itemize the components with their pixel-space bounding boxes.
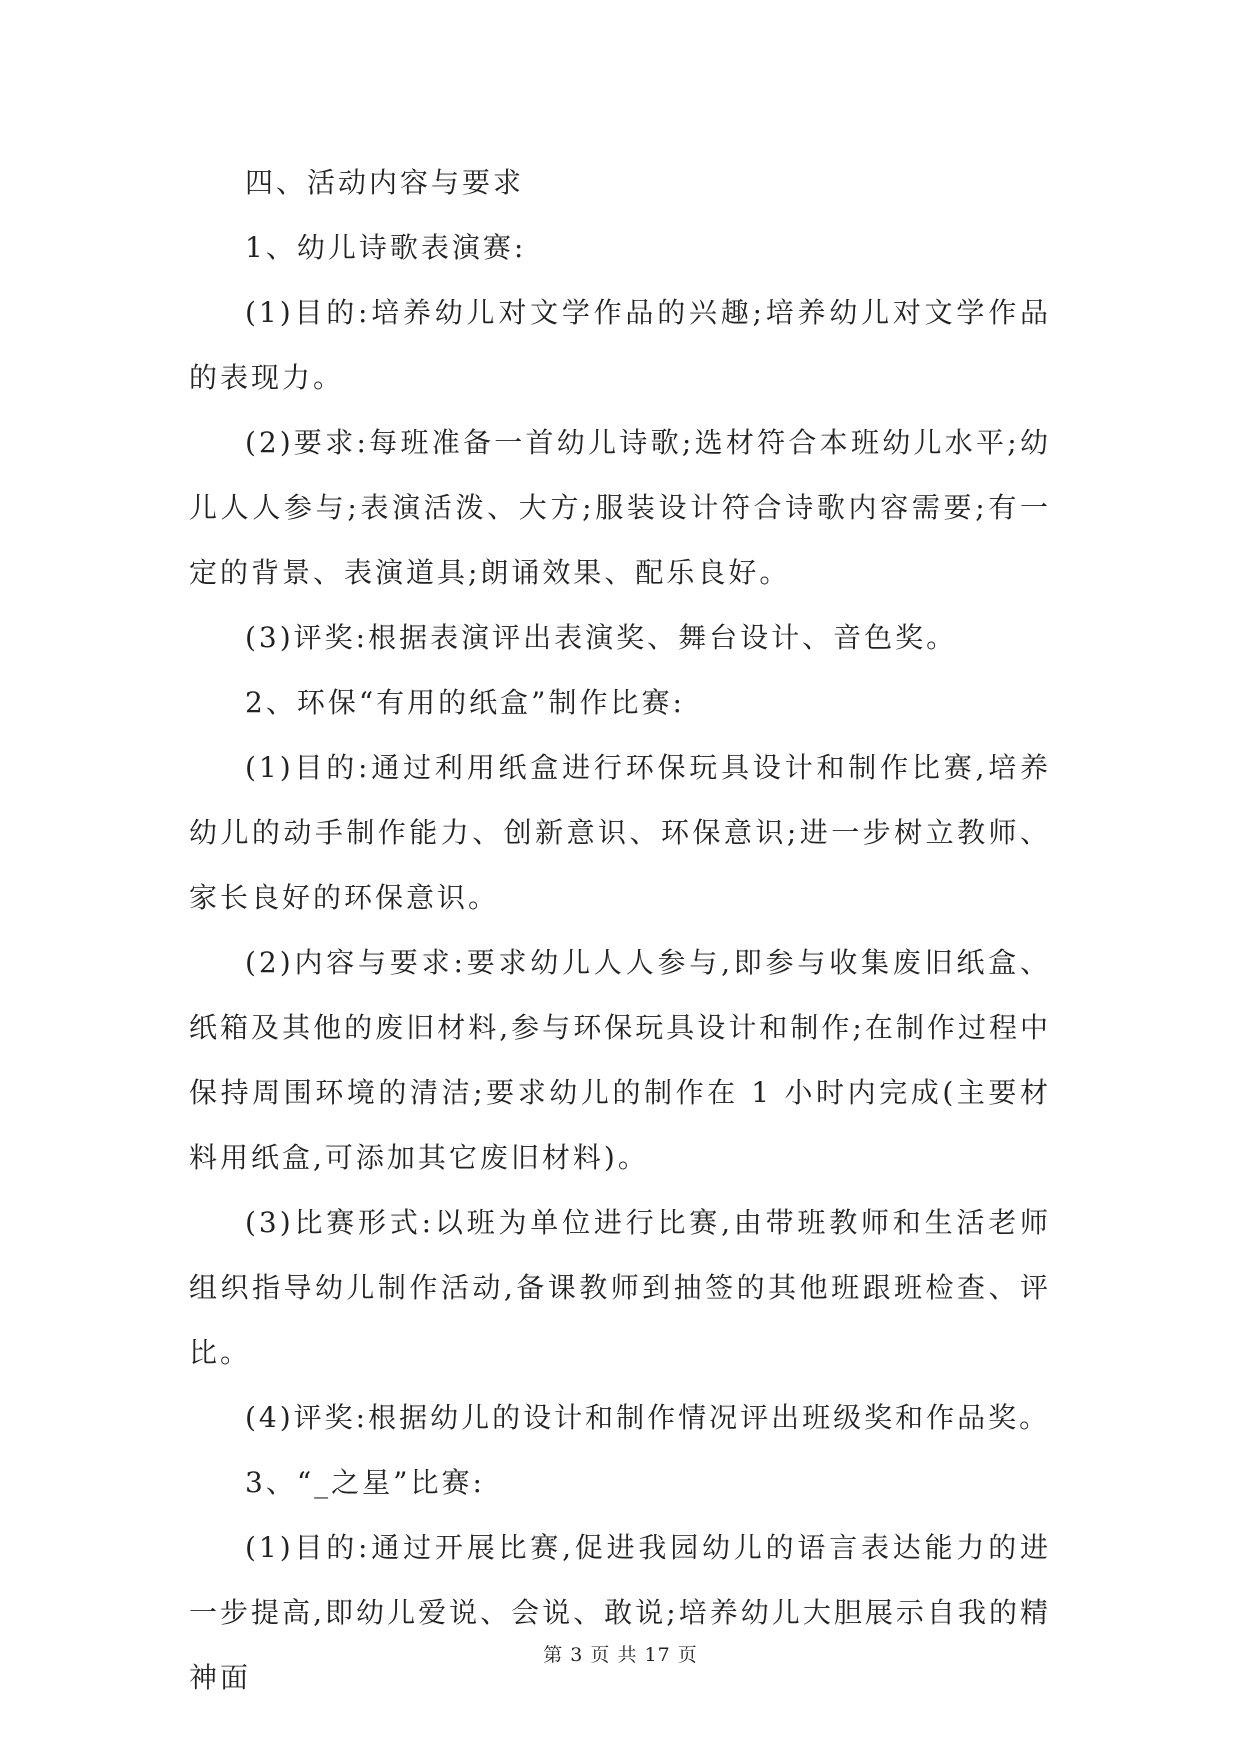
paragraph: (3)比赛形式:以班为单位进行比赛,由带班教师和生活老师组织指导幼儿制作活动,备课教师到抽签的其他班跟班检查、评比。: [189, 1206, 1051, 1369]
paragraph: (1)目的:培养幼儿对文学作品的兴趣;培养幼儿对文学作品的表现力。: [189, 296, 1051, 394]
item-heading: 3、“_之星”比赛:: [245, 1466, 485, 1499]
paragraph: (1)目的:通过开展比赛,促进我园幼儿的语言表达能力的进一步提高,即幼儿爱说、会说、敢说;培养幼儿大胆展示自我的精神面: [189, 1531, 1051, 1694]
section-heading: 四、活动内容与要求: [245, 166, 525, 199]
paragraph: (1)目的:通过利用纸盒进行环保玩具设计和制作比赛,培养幼儿的动手制作能力、创新意识、环保意识;进一步树立教师、家长良好的环保意识。: [189, 751, 1051, 914]
paragraph: (4)评奖:根据幼儿的设计和制作情况评出班级奖和作品奖。: [245, 1401, 1051, 1434]
document-body: [189, 150, 1051, 1710]
item-heading: 1、幼儿诗歌表演赛:: [245, 231, 527, 264]
paragraph: (3)评奖:根据表演评出表演奖、舞台设计、音色奖。: [245, 621, 958, 654]
item-heading: 2、环保“有用的纸盒”制作比赛:: [245, 686, 685, 719]
page-number-footer: 第 3 页 共 17 页: [543, 1644, 698, 1666]
paragraph: (2)要求:每班准备一首幼儿诗歌;选材符合本班幼儿水平;幼儿人人参与;表演活泼、大方;服装设计符合诗歌内容需要;有一定的背景、表演道具;朗诵效果、配乐良好。: [189, 426, 1051, 589]
paragraph: (2)内容与要求:要求幼儿人人参与,即参与收集废旧纸盒、纸箱及其他的废旧材料,参与环保玩具设计和制作;在制作过程中保持周围环境的清洁;要求幼儿的制作在 1 小时内完成(主要材料用纸盒,可添加其它废旧材料)。: [189, 946, 1051, 1174]
